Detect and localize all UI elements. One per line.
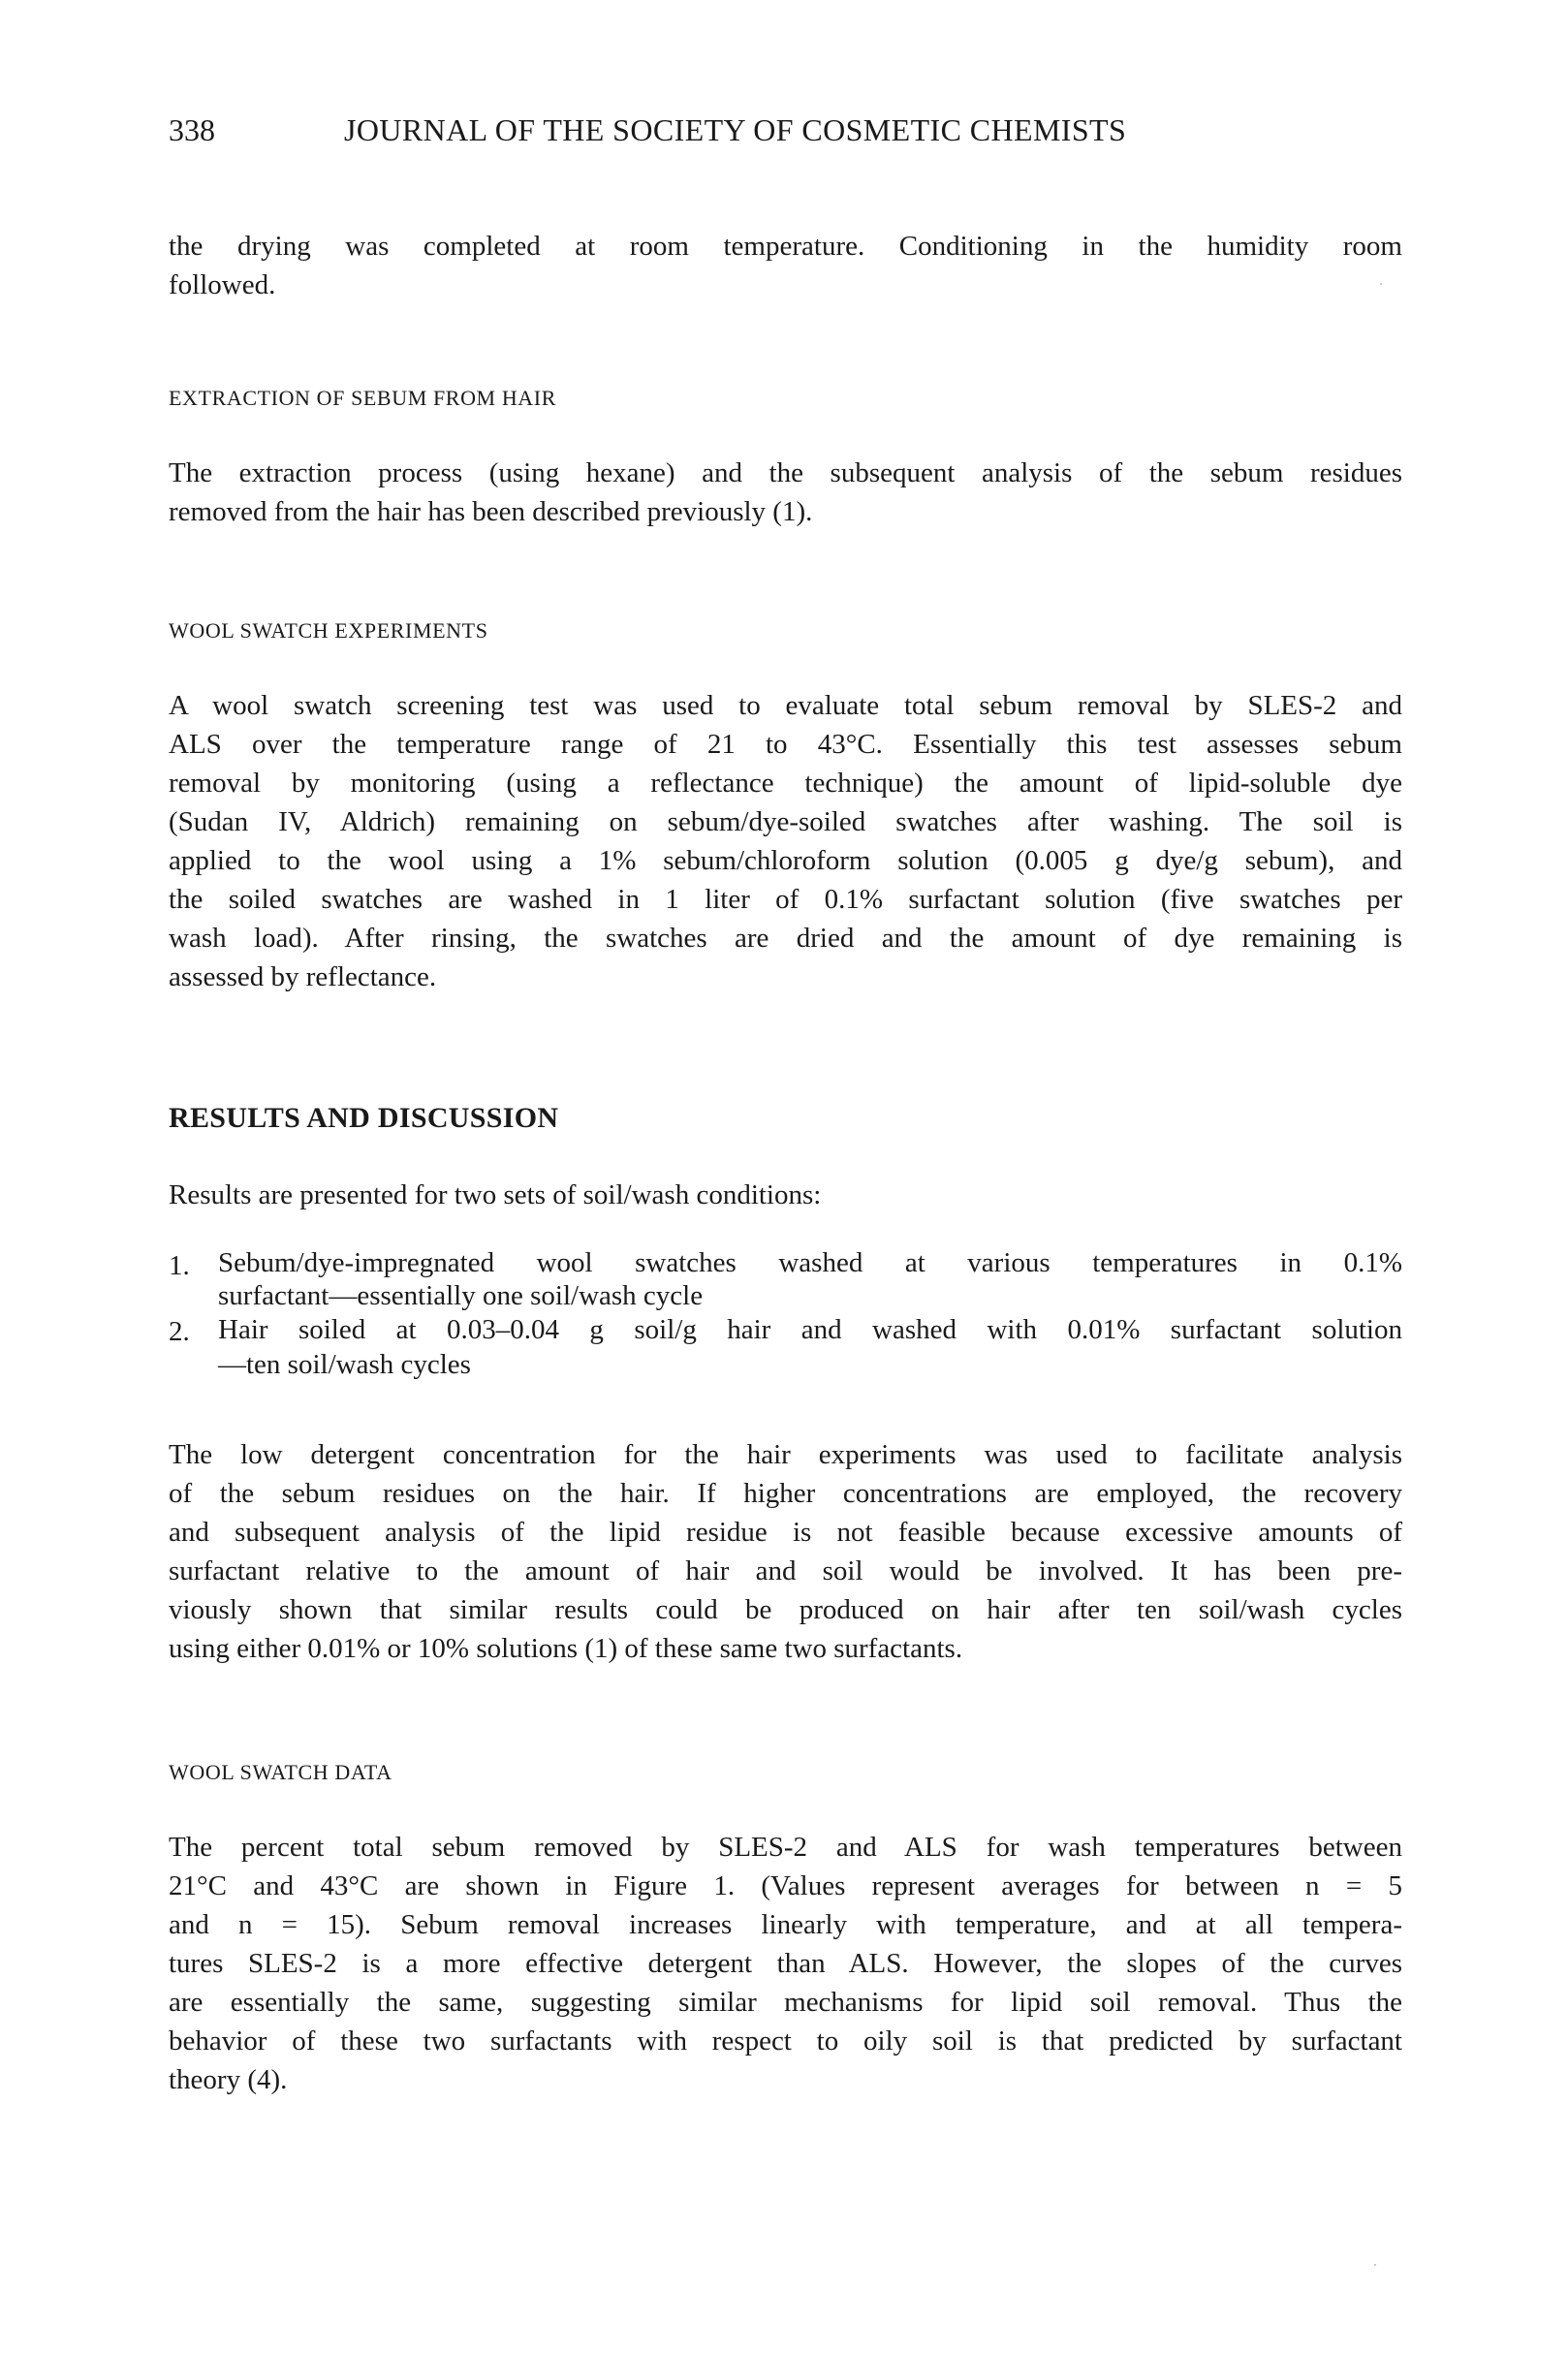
scan-speck <box>1380 283 1382 285</box>
text-line: theory (4). <box>169 2064 288 2095</box>
text-line: assessed by reflectance. <box>169 961 437 992</box>
list-number: 2. <box>169 1316 190 1347</box>
text-line: and n = 15). Sebum removal increases linearly with temperature, and at all tempera- <box>169 1909 1402 1940</box>
text-line: surfactant relative to the amount of hair and soil would be involved. It has been pre- <box>169 1555 1402 1586</box>
running-head <box>169 109 1409 151</box>
text-line: the soiled swatches are washed in 1 liter of 0.1% surfactant solution (five swatches per <box>169 884 1402 915</box>
text-line: behavior of these two surfactants with respect to oily soil is that predicted by surfactant <box>169 2025 1402 2057</box>
extraction-paragraph <box>169 454 1402 531</box>
list-number: 1. <box>169 1250 190 1281</box>
text-line: removal by monitoring (using a reflectance technique) the amount of lipid-soluble dye <box>169 768 1402 799</box>
list-item-text <box>218 1312 1402 1382</box>
section-heading-extraction: EXTRACTION OF SEBUM FROM HAIR <box>169 386 556 410</box>
intro-paragraph <box>169 227 1402 304</box>
text-line: Hair soiled at 0.03–0.04 g soil/g hair and washed with 0.01% surfactant solution <box>218 1314 1402 1345</box>
text-line: Results are presented for two sets of soil/wash conditions: <box>169 1179 822 1210</box>
text-line: wash load). After rinsing, the swatches are dried and the amount of dye remaining is <box>169 923 1402 954</box>
text-line: surfactant—essentially one soil/wash cycle <box>218 1280 704 1311</box>
text-line: applied to the wool using a 1% sebum/chloroform solution (0.005 g dye/g sebum), and <box>169 845 1402 876</box>
text-line: 21°C and 43°C are shown in Figure 1. (Values represent averages for between n = 5 <box>169 1870 1402 1901</box>
text-line: —ten soil/wash cycles <box>218 1349 471 1380</box>
section-heading-wool-swatch-data: WOOL SWATCH DATA <box>169 1760 392 1784</box>
text-line: of the sebum residues on the hair. If higher concentrations are employed, the recovery <box>169 1478 1402 1509</box>
text-line: viously shown that similar results could be produced on hair after ten soil/wash cycles <box>169 1594 1402 1625</box>
text-line: A wool swatch screening test was used to evaluate total sebum removal by SLES-2 and <box>169 690 1402 721</box>
text-line: ALS over the temperature range of 21 to 43°C. Essentially this test assesses sebum <box>169 729 1402 760</box>
section-heading-wool-swatch-experiments: WOOL SWATCH EXPERIMENTS <box>169 618 488 643</box>
text-line: tures SLES-2 is a more effective detergent than ALS. However, the slopes of the curves <box>169 1948 1402 1979</box>
scan-speck <box>1374 2264 1376 2266</box>
text-line: are essentially the same, suggesting similar mechanisms for lipid soil removal. Thus the <box>169 1987 1402 2018</box>
text-line: removed from the hair has been described previously (1). <box>169 496 813 527</box>
text-line: using either 0.01% or 10% solutions (1) of these same two surfactants. <box>169 1633 963 1664</box>
text-line: Sebum/dye-impregnated wool swatches washed at various temperatures in 0.1% <box>218 1247 1402 1278</box>
text-line: followed. <box>169 269 276 300</box>
list-item-text <box>218 1246 1402 1312</box>
text-line: The percent total sebum removed by SLES-2 and ALS for wash temperatures between <box>169 1832 1402 1863</box>
text-line: the drying was completed at room temperature. Conditioning in the humidity room <box>169 231 1402 262</box>
page-number: 338 <box>169 112 215 147</box>
text-line: (Sudan IV, Aldrich) remaining on sebum/dye-soiled swatches after washing. The soil is <box>169 806 1402 837</box>
wool-swatch-data-paragraph <box>169 1828 1402 2099</box>
wool-swatch-experiments-paragraph <box>169 686 1402 996</box>
results-paragraph <box>169 1435 1402 1668</box>
text-line: and subsequent analysis of the lipid residue is not feasible because excessive amounts of <box>169 1517 1402 1548</box>
results-intro <box>169 1176 1402 1214</box>
text-line: The low detergent concentration for the hair experiments was used to facilitate analysis <box>169 1439 1402 1470</box>
section-heading-results-and-discussion: RESULTS AND DISCUSSION <box>169 1102 559 1134</box>
text-line: The extraction process (using hexane) and the subsequent analysis of the sebum residues <box>169 457 1402 488</box>
journal-title: JOURNAL OF THE SOCIETY OF COSMETIC CHEMISTS <box>344 112 1127 147</box>
